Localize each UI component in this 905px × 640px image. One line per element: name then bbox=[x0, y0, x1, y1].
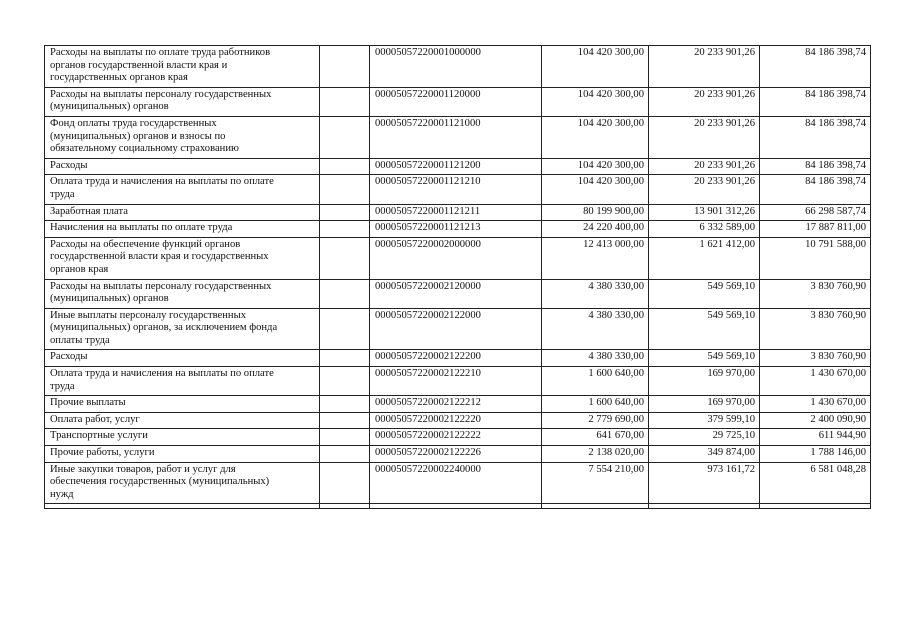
row-empty-cell bbox=[320, 396, 370, 413]
row-code-cell: 00005057220002122220 bbox=[370, 412, 542, 429]
row-code-cell: 00005057220002122222 bbox=[370, 429, 542, 446]
row-approved-cell: 4 380 330,00 bbox=[542, 350, 649, 367]
row-empty-cell bbox=[320, 350, 370, 367]
row-code-cell: 00005057220001121213 bbox=[370, 221, 542, 238]
row-name-text: Расходы на выплаты персоналу государственных (муниципальных) органов bbox=[50, 88, 272, 113]
row-executed-cell: 20 233 901,26 bbox=[649, 46, 760, 88]
table-row bbox=[45, 204, 871, 221]
row-name-text: Оплата труда и начисления на выплаты по оплате труда bbox=[50, 176, 274, 200]
table-row bbox=[45, 446, 871, 463]
row-approved-cell: 1 600 640,00 bbox=[542, 367, 649, 396]
table-row bbox=[45, 46, 871, 88]
table-row bbox=[45, 221, 871, 238]
row-approved-cell: 2 779 690,00 bbox=[542, 412, 649, 429]
row-name-cell bbox=[45, 350, 320, 367]
row-name-text: Расходы на выплаты по оплате труда работников органов государственной власти края и государственных органов края bbox=[50, 47, 271, 84]
row-name-text: Оплата труда и начисления на выплаты по оплате труда bbox=[50, 368, 274, 392]
row-empty-cell bbox=[320, 446, 370, 463]
row-code-cell: 00005057220001121200 bbox=[370, 158, 542, 175]
table-row bbox=[45, 462, 871, 504]
row-name-cell bbox=[45, 429, 320, 446]
row-code-cell: 00005057220002122226 bbox=[370, 446, 542, 463]
row-code-cell: 00005057220002122212 bbox=[370, 396, 542, 413]
row-approved-cell: 80 199 900,00 bbox=[542, 204, 649, 221]
row-remaining-cell: 84 186 398,74 bbox=[760, 116, 871, 158]
row-executed-cell: 20 233 901,26 bbox=[649, 116, 760, 158]
row-name-text: Оплата работ, услуг bbox=[50, 413, 140, 425]
row-approved-cell: 104 420 300,00 bbox=[542, 175, 649, 204]
row-empty-cell bbox=[320, 204, 370, 221]
row-remaining-cell: 2 400 090,90 bbox=[760, 412, 871, 429]
row-approved-cell: 104 420 300,00 bbox=[542, 87, 649, 116]
row-name-text: Начисления на выплаты по оплате труда bbox=[50, 222, 233, 234]
row-name-cell bbox=[45, 158, 320, 175]
row-name-cell bbox=[45, 462, 320, 504]
row-code-cell: 00005057220001000000 bbox=[370, 46, 542, 88]
row-remaining-cell: 1 430 670,00 bbox=[760, 396, 871, 413]
row-remaining-cell: 3 830 760,90 bbox=[760, 279, 871, 308]
row-empty-cell bbox=[320, 175, 370, 204]
row-empty-cell bbox=[320, 462, 370, 504]
row-name-cell bbox=[45, 308, 320, 350]
row-executed-cell: 549 569,10 bbox=[649, 350, 760, 367]
row-code-cell: 00005057220002122200 bbox=[370, 350, 542, 367]
row-name-cell bbox=[45, 396, 320, 413]
row-empty-cell bbox=[45, 504, 320, 509]
row-remaining-cell: 17 887 811,00 bbox=[760, 221, 871, 238]
table-row bbox=[45, 116, 871, 158]
row-approved-cell: 104 420 300,00 bbox=[542, 116, 649, 158]
table-row bbox=[45, 237, 871, 279]
row-empty-cell bbox=[320, 87, 370, 116]
row-name-cell bbox=[45, 446, 320, 463]
row-empty-cell bbox=[320, 367, 370, 396]
row-approved-cell: 12 413 000,00 bbox=[542, 237, 649, 279]
row-executed-cell: 349 874,00 bbox=[649, 446, 760, 463]
row-name-text: Прочие выплаты bbox=[50, 397, 126, 409]
row-remaining-cell: 84 186 398,74 bbox=[760, 87, 871, 116]
row-executed-cell: 549 569,10 bbox=[649, 279, 760, 308]
row-remaining-cell: 3 830 760,90 bbox=[760, 350, 871, 367]
row-code-cell: 00005057220002122210 bbox=[370, 367, 542, 396]
row-empty-cell bbox=[320, 279, 370, 308]
row-executed-cell: 379 599,10 bbox=[649, 412, 760, 429]
row-remaining-cell: 84 186 398,74 bbox=[760, 158, 871, 175]
row-approved-cell: 104 420 300,00 bbox=[542, 158, 649, 175]
row-name-cell bbox=[45, 412, 320, 429]
row-empty-cell bbox=[320, 116, 370, 158]
row-empty-cell bbox=[320, 429, 370, 446]
row-code-cell: 00005057220001121211 bbox=[370, 204, 542, 221]
row-executed-cell: 1 621 412,00 bbox=[649, 237, 760, 279]
row-name-cell bbox=[45, 367, 320, 396]
row-code-cell: 00005057220002000000 bbox=[370, 237, 542, 279]
row-name-cell bbox=[45, 116, 320, 158]
row-name-cell bbox=[45, 237, 320, 279]
table-row bbox=[45, 175, 871, 204]
row-executed-cell: 549 569,10 bbox=[649, 308, 760, 350]
row-remaining-cell: 611 944,90 bbox=[760, 429, 871, 446]
row-empty-cell bbox=[542, 504, 649, 509]
row-executed-cell: 29 725,10 bbox=[649, 429, 760, 446]
row-remaining-cell: 66 298 587,74 bbox=[760, 204, 871, 221]
row-code-cell: 00005057220002122000 bbox=[370, 308, 542, 350]
table-row bbox=[45, 308, 871, 350]
table-row bbox=[45, 158, 871, 175]
row-empty-cell bbox=[320, 46, 370, 88]
row-code-cell: 00005057220001121210 bbox=[370, 175, 542, 204]
row-executed-cell: 169 970,00 bbox=[649, 396, 760, 413]
row-remaining-cell: 1 788 146,00 bbox=[760, 446, 871, 463]
row-name-text: Расходы на обеспечение функций органов государственной власти края и государственных органов края bbox=[50, 238, 269, 275]
table-row bbox=[45, 412, 871, 429]
row-empty-cell bbox=[760, 504, 871, 509]
row-name-text: Иные закупки товаров, работ и услуг для обеспечения государственных (муниципальных) нужд bbox=[50, 463, 270, 500]
row-empty-cell bbox=[320, 237, 370, 279]
row-empty-cell bbox=[320, 158, 370, 175]
row-code-cell: 00005057220002120000 bbox=[370, 279, 542, 308]
row-empty-cell bbox=[320, 412, 370, 429]
row-executed-cell: 973 161,72 bbox=[649, 462, 760, 504]
row-executed-cell: 20 233 901,26 bbox=[649, 87, 760, 116]
row-name-cell bbox=[45, 175, 320, 204]
row-remaining-cell: 6 581 048,28 bbox=[760, 462, 871, 504]
table-row bbox=[45, 429, 871, 446]
row-executed-cell: 6 332 589,00 bbox=[649, 221, 760, 238]
row-name-cell bbox=[45, 204, 320, 221]
row-approved-cell: 1 600 640,00 bbox=[542, 396, 649, 413]
row-approved-cell: 7 554 210,00 bbox=[542, 462, 649, 504]
table-row bbox=[45, 396, 871, 413]
row-name-cell bbox=[45, 279, 320, 308]
row-code-cell: 00005057220002240000 bbox=[370, 462, 542, 504]
row-name-text: Расходы bbox=[50, 159, 88, 171]
row-approved-cell: 4 380 330,00 bbox=[542, 279, 649, 308]
row-approved-cell: 2 138 020,00 bbox=[542, 446, 649, 463]
row-name-cell bbox=[45, 221, 320, 238]
budget-execution-table bbox=[44, 45, 871, 509]
row-name-text: Фонд оплаты труда государственных (муниципальных) органов и взносы по обязательному социальному страхованию bbox=[50, 117, 239, 155]
row-approved-cell: 4 380 330,00 bbox=[542, 308, 649, 350]
row-executed-cell: 169 970,00 bbox=[649, 367, 760, 396]
row-remaining-cell: 10 791 588,00 bbox=[760, 237, 871, 279]
row-executed-cell: 20 233 901,26 bbox=[649, 175, 760, 204]
row-name-text: Иные выплаты персоналу государственных (муниципальных) органов, за исключением фонда оплаты труда bbox=[50, 309, 278, 346]
row-approved-cell: 24 220 400,00 bbox=[542, 221, 649, 238]
row-name-cell bbox=[45, 46, 320, 88]
table-row bbox=[45, 87, 871, 116]
row-remaining-cell: 84 186 398,74 bbox=[760, 46, 871, 88]
row-empty-cell bbox=[320, 504, 370, 509]
row-empty-cell bbox=[649, 504, 760, 509]
table-row bbox=[45, 367, 871, 396]
row-empty-cell bbox=[370, 504, 542, 509]
row-empty-cell bbox=[320, 308, 370, 350]
row-remaining-cell: 3 830 760,90 bbox=[760, 308, 871, 350]
row-remaining-cell: 1 430 670,00 bbox=[760, 367, 871, 396]
table-row bbox=[45, 279, 871, 308]
row-approved-cell: 641 670,00 bbox=[542, 429, 649, 446]
row-name-cell bbox=[45, 87, 320, 116]
row-code-cell: 00005057220001121000 bbox=[370, 116, 542, 158]
row-name-text: Расходы bbox=[50, 351, 88, 363]
row-approved-cell: 104 420 300,00 bbox=[542, 46, 649, 88]
table-body bbox=[45, 46, 871, 509]
table-row-empty bbox=[45, 504, 871, 509]
budget-report-page bbox=[44, 45, 870, 509]
table-row bbox=[45, 350, 871, 367]
row-code-cell: 00005057220001120000 bbox=[370, 87, 542, 116]
row-remaining-cell: 84 186 398,74 bbox=[760, 175, 871, 204]
row-name-text: Расходы на выплаты персоналу государственных (муниципальных) органов bbox=[50, 280, 272, 305]
row-name-text: Транспортные услуги bbox=[50, 430, 148, 442]
row-empty-cell bbox=[320, 221, 370, 238]
row-name-text: Прочие работы, услуги bbox=[50, 447, 155, 459]
row-executed-cell: 13 901 312,26 bbox=[649, 204, 760, 221]
row-executed-cell: 20 233 901,26 bbox=[649, 158, 760, 175]
row-name-text: Заработная плата bbox=[50, 205, 128, 217]
